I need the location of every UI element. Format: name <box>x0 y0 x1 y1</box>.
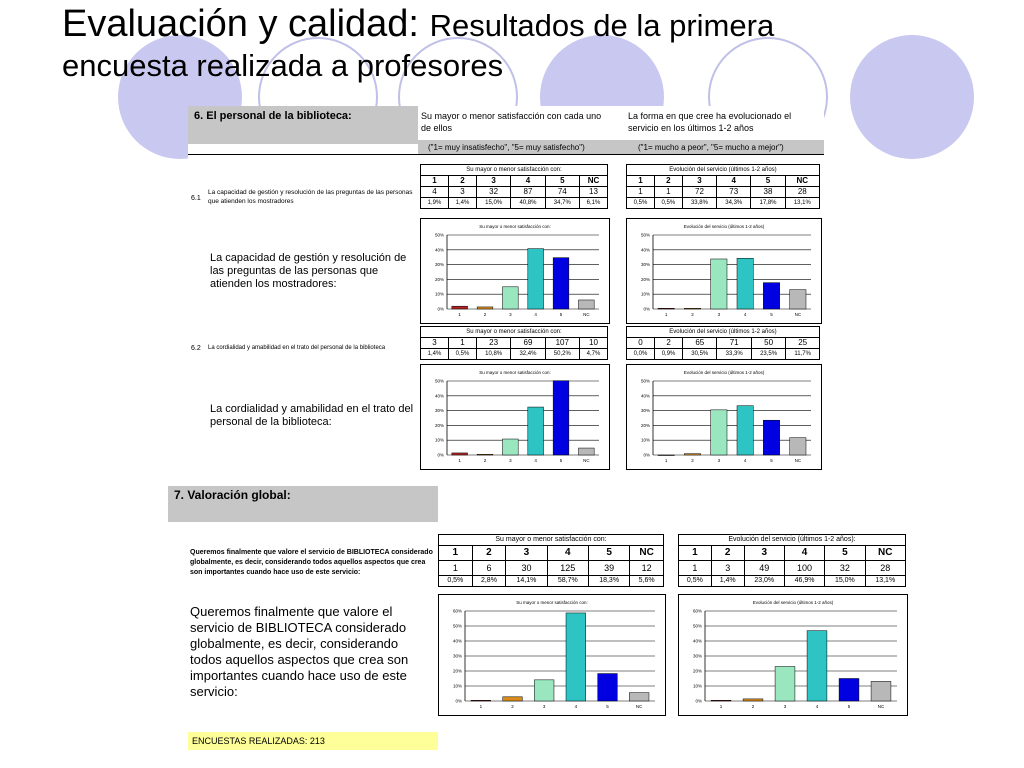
table-cell: 65 <box>683 338 717 349</box>
x-tick-label: NC <box>794 312 802 317</box>
bar-2 <box>684 454 700 455</box>
table-head: NC <box>865 546 905 561</box>
table-cell: 0,0% <box>627 349 655 360</box>
table-cell: 50,2% <box>545 349 579 360</box>
table-caption: Su mayor o menor satisfacción con: <box>439 535 664 546</box>
table-head: 4 <box>784 546 824 561</box>
evo-table-6-1 <box>626 164 820 209</box>
y-tick-label: 10% <box>434 437 444 443</box>
table-cell: 2 <box>655 338 683 349</box>
bar-2 <box>477 454 493 455</box>
table-cell: 49 <box>744 561 784 576</box>
x-tick-label: NC <box>583 312 590 317</box>
table-cell: 0,5% <box>439 576 473 587</box>
bar-3 <box>711 410 727 455</box>
bar-NC <box>790 290 806 309</box>
table-head: 2 <box>654 176 682 187</box>
table-cell: 3 <box>448 187 476 198</box>
y-tick-label: 20% <box>434 276 444 282</box>
chart-title: Su mayor o menor satisfacción con: <box>479 224 551 229</box>
table-head: 1 <box>679 546 712 561</box>
table-head: 1 <box>421 176 449 187</box>
section6-header: 6. El personal de la biblioteca: <box>194 110 352 122</box>
table-cell: 1 <box>679 561 712 576</box>
x-tick-label: 5 <box>770 312 773 317</box>
x-tick-label: NC <box>583 458 590 463</box>
x-tick-label: 2 <box>483 458 487 463</box>
chart-c61e <box>626 218 822 324</box>
table-head: NC <box>785 176 819 187</box>
table-cell: 0,9% <box>655 349 683 360</box>
chart-title: Evolución del servicio (últimos 1-2 años) <box>683 370 765 375</box>
table-cell: 0,5% <box>679 576 712 587</box>
table-cell: 1,4% <box>711 576 744 587</box>
bar-4 <box>566 613 586 701</box>
item-description: La capacidad de gestión y resolución de las preguntas de las personas que atienden los mostradores: <box>210 252 407 290</box>
table-cell: 28 <box>785 187 819 198</box>
x-tick-label: 2 <box>483 312 487 317</box>
x-tick-label: 1 <box>458 312 461 317</box>
bar-NC <box>790 438 806 455</box>
table-head: 4 <box>547 546 588 561</box>
sat-table-6-1 <box>420 164 608 209</box>
bar-3 <box>502 287 518 309</box>
table-cell: 5,6% <box>630 576 664 587</box>
col1-scale: ("1= muy insatisfecho", "5= muy satisfecho") <box>428 143 585 152</box>
table-cell: 50 <box>751 338 785 349</box>
table-head: 5 <box>825 546 865 561</box>
table-cell: 10 <box>579 338 607 349</box>
table-cell: 14,1% <box>506 576 547 587</box>
table-cell: 23,0% <box>744 576 784 587</box>
table-cell: 23,5% <box>751 349 785 360</box>
table-cell: 100 <box>784 561 824 576</box>
bar-1 <box>452 453 468 455</box>
x-tick-label: 5 <box>770 458 773 463</box>
y-tick-label: 10% <box>692 683 702 689</box>
title-sub: Resultados de la primera <box>429 8 775 43</box>
table-head: NC <box>579 176 607 187</box>
y-tick-label: 0% <box>643 306 650 312</box>
y-tick-label: 40% <box>452 638 462 644</box>
table-cell: 3 <box>421 338 449 349</box>
table-cell: 34,7% <box>545 198 579 209</box>
table-cell: 25 <box>786 338 820 349</box>
x-tick-label: 4 <box>534 458 537 463</box>
table-cell: 1,4% <box>448 198 476 209</box>
table-caption: Evolución del servicio (últimos 1-2 años) <box>627 327 820 338</box>
x-tick-label: 3 <box>509 312 512 317</box>
y-tick-label: 30% <box>692 653 702 659</box>
chart-title: Evolución del servicio (últimos 1-2 años) <box>683 224 765 229</box>
x-tick-label: 4 <box>743 458 747 463</box>
table-caption: Evolución del servicio (últimos 1-2 años): <box>679 535 906 546</box>
y-tick-label: 0% <box>643 452 650 458</box>
x-tick-label: 3 <box>717 312 721 317</box>
chart-title: Evolución del servicio (últimos 1-2 años) <box>752 600 834 605</box>
item-label: La cordialidad y amabilidad en el trato del personal de la biblioteca <box>208 345 386 351</box>
table-cell: 33,3% <box>717 349 751 360</box>
table-cell: 87 <box>511 187 545 198</box>
table-head: 3 <box>682 176 716 187</box>
table-cell: 0,5% <box>654 198 682 209</box>
col1-title: Su mayor o menor satisfacción con cada uno de ellos <box>421 111 602 133</box>
table-cell: 40,8% <box>511 198 545 209</box>
y-tick-label: 20% <box>434 422 444 428</box>
evo-table-7 <box>678 534 906 587</box>
y-tick-label: 30% <box>452 653 462 659</box>
table-cell: 39 <box>588 561 629 576</box>
table-head: 1 <box>439 546 473 561</box>
y-tick-label: 40% <box>434 393 444 399</box>
x-tick-label: NC <box>794 458 802 463</box>
bar-4 <box>528 249 544 309</box>
bar-3 <box>711 259 727 309</box>
chart-title: Su mayor o menor satisfacción con: <box>479 370 551 375</box>
bar-2 <box>684 308 700 309</box>
table-cell: 18,3% <box>588 576 629 587</box>
x-tick-label: 5 <box>559 312 563 317</box>
x-tick-label: 5 <box>847 704 851 709</box>
x-tick-label: 3 <box>717 458 721 463</box>
x-tick-label: 4 <box>743 312 747 317</box>
table-cell: 23 <box>476 338 510 349</box>
y-tick-label: 0% <box>437 306 444 312</box>
y-tick-label: 20% <box>452 668 462 674</box>
col2-scale: ("1= mucho a peor", "5= mucho a mejor") <box>638 143 784 152</box>
bar-3 <box>502 439 518 455</box>
bar-4 <box>528 407 544 455</box>
x-tick-label: 1 <box>664 458 668 463</box>
chart-c62s <box>420 364 610 470</box>
x-tick-label: 2 <box>511 704 514 709</box>
table-cell: 0 <box>627 338 655 349</box>
y-tick-label: 60% <box>692 608 702 614</box>
y-tick-label: 50% <box>434 378 444 384</box>
table-cell: 32,4% <box>511 349 545 360</box>
y-tick-label: 30% <box>434 408 444 414</box>
bar-5 <box>553 258 569 309</box>
table-cell: 125 <box>547 561 588 576</box>
table-cell: 58,7% <box>547 576 588 587</box>
table-cell: 30,5% <box>683 349 717 360</box>
table-cell: 0,5% <box>627 198 655 209</box>
slide-title <box>62 4 774 86</box>
section7-label: Queremos finalmente que valore el servicio de BIBLIOTECA considerado globalmente, es decir, considerando todos aquellos aspectos que crea son importantes cuando hace uso de este servicio: <box>190 549 433 576</box>
table-head: 3 <box>476 176 510 187</box>
table-cell: 69 <box>511 338 545 349</box>
bar-3 <box>534 680 554 701</box>
evo-table-6-2 <box>626 326 820 360</box>
bar-1 <box>711 700 731 701</box>
table-cell: 15,0% <box>825 576 865 587</box>
x-tick-label: 2 <box>691 312 694 317</box>
x-tick-label: 5 <box>606 704 609 709</box>
bar-2 <box>503 697 523 701</box>
table-head: 5 <box>751 176 785 187</box>
col2-title: La forma en que cree ha evolucionado el servicio en los últimos 1-2 años <box>628 111 792 133</box>
y-tick-label: 0% <box>695 698 702 704</box>
x-tick-label: 1 <box>664 312 668 317</box>
y-tick-label: 50% <box>640 232 650 238</box>
table-head: 2 <box>711 546 744 561</box>
bar-4 <box>807 631 827 701</box>
table-caption: Evolución del servicio (últimos 1-2 años) <box>627 165 820 176</box>
bar-2 <box>477 307 493 309</box>
y-tick-label: 20% <box>640 422 650 428</box>
bar-5 <box>763 283 779 309</box>
x-tick-label: NC <box>635 704 643 709</box>
title-line2: encuesta realizada a profesores <box>62 48 504 83</box>
x-tick-label: 4 <box>815 704 819 709</box>
table-cell: 13,1% <box>865 576 905 587</box>
table-cell: 4,7% <box>579 349 607 360</box>
chart-c7s <box>438 594 666 716</box>
table-cell: 1 <box>439 561 473 576</box>
item-number: 6.1 <box>191 195 201 202</box>
table-head: NC <box>630 546 664 561</box>
x-tick-label: 4 <box>534 312 537 317</box>
table-head: 5 <box>588 546 629 561</box>
y-tick-label: 40% <box>434 247 444 253</box>
table-cell: 6,1% <box>579 198 607 209</box>
table-cell: 1 <box>448 338 476 349</box>
y-tick-label: 30% <box>434 262 444 268</box>
section7-description: Queremos finalmente que valore el servicio de BIBLIOTECA considerado globalmente, es decir, considerando todos aquellos aspectos que crea son importantes cuando hace uso de este servicio: <box>190 604 409 699</box>
bar-NC <box>578 300 594 309</box>
bar-NC <box>629 693 649 701</box>
table-head: 3 <box>744 546 784 561</box>
bg-circle <box>850 35 974 159</box>
table-cell: 73 <box>717 187 751 198</box>
x-tick-label: 2 <box>751 704 755 709</box>
x-tick-label: 2 <box>691 458 694 463</box>
y-tick-label: 30% <box>640 262 650 268</box>
y-tick-label: 40% <box>640 247 650 253</box>
y-tick-label: 10% <box>640 437 650 443</box>
x-tick-label: 5 <box>559 458 563 463</box>
sat-table-7 <box>438 534 664 587</box>
bar-4 <box>737 406 753 455</box>
table-cell: 2,8% <box>472 576 506 587</box>
table-cell: 1 <box>654 187 682 198</box>
table-cell: 30 <box>506 561 547 576</box>
bar-NC <box>578 448 594 455</box>
section7-header: 7. Valoración global: <box>174 488 291 502</box>
table-head: 2 <box>448 176 476 187</box>
item-label: La capacidad de gestión y resolución de las preguntas de las personas que atienden los mostradores <box>208 189 413 205</box>
bar-1 <box>658 308 674 309</box>
table-cell: 1,9% <box>421 198 449 209</box>
table-cell: 28 <box>865 561 905 576</box>
title-main: Evaluación y calidad: <box>62 3 419 45</box>
table-cell: 107 <box>545 338 579 349</box>
table-cell: 13 <box>579 187 607 198</box>
table-head: 3 <box>506 546 547 561</box>
table-cell: 12 <box>630 561 664 576</box>
y-tick-label: 10% <box>434 291 444 297</box>
bar-NC <box>871 681 891 701</box>
table-cell: 32 <box>476 187 510 198</box>
table-cell: 4 <box>421 187 449 198</box>
chart-c61s <box>420 218 610 324</box>
table-cell: 1,4% <box>421 349 449 360</box>
y-tick-label: 50% <box>640 378 650 384</box>
section6-sheet <box>188 106 824 470</box>
x-tick-label: 3 <box>542 704 546 709</box>
y-tick-label: 30% <box>640 408 650 414</box>
y-tick-label: 0% <box>455 698 462 704</box>
table-cell: 6 <box>472 561 506 576</box>
table-cell: 72 <box>682 187 716 198</box>
bar-1 <box>452 306 468 309</box>
x-tick-label: NC <box>877 704 885 709</box>
x-tick-label: 1 <box>458 458 461 463</box>
table-caption: Su mayor o menor satisfacción con: <box>421 165 608 176</box>
bar-5 <box>553 381 569 455</box>
table-head: 4 <box>511 176 545 187</box>
bar-5 <box>763 420 779 455</box>
table-cell: 71 <box>717 338 751 349</box>
y-tick-label: 60% <box>452 608 462 614</box>
table-cell: 38 <box>751 187 785 198</box>
sat-table-6-2 <box>420 326 608 360</box>
table-cell: 3 <box>711 561 744 576</box>
item-number: 6.2 <box>191 345 201 352</box>
table-cell: 74 <box>545 187 579 198</box>
section7-sheet <box>168 486 908 752</box>
table-cell: 46,9% <box>784 576 824 587</box>
table-head: 5 <box>545 176 579 187</box>
x-tick-label: 4 <box>574 704 578 709</box>
total-surveys: ENCUESTAS REALIZADAS: 213 <box>192 736 325 746</box>
bar-3 <box>775 667 795 702</box>
y-tick-label: 40% <box>640 393 650 399</box>
table-caption: Su mayor o menor satisfacción con: <box>421 327 608 338</box>
chart-c7e <box>678 594 908 716</box>
y-tick-label: 10% <box>452 683 462 689</box>
x-tick-label: 1 <box>479 704 483 709</box>
chart-title: Su mayor o menor satisfacción con: <box>516 600 588 605</box>
chart-c62e <box>626 364 822 470</box>
bar-5 <box>839 679 859 702</box>
x-tick-label: 1 <box>719 704 723 709</box>
table-cell: 11,7% <box>786 349 820 360</box>
table-cell: 32 <box>825 561 865 576</box>
bar-5 <box>598 674 618 701</box>
table-cell: 15,0% <box>476 198 510 209</box>
bar-1 <box>471 700 491 701</box>
x-tick-label: 3 <box>783 704 787 709</box>
table-cell: 17,8% <box>751 198 785 209</box>
y-tick-label: 40% <box>692 638 702 644</box>
y-tick-label: 0% <box>437 452 444 458</box>
y-tick-label: 50% <box>452 623 462 629</box>
table-head: 2 <box>472 546 506 561</box>
bar-2 <box>743 699 763 701</box>
item-description: La cordialidad y amabilidad en el trato del personal de la biblioteca: <box>210 403 414 428</box>
table-head: 4 <box>717 176 751 187</box>
table-cell: 1 <box>627 187 655 198</box>
y-tick-label: 20% <box>640 276 650 282</box>
table-cell: 0,5% <box>448 349 476 360</box>
bar-1 <box>658 455 674 456</box>
table-cell: 33,8% <box>682 198 716 209</box>
y-tick-label: 50% <box>692 623 702 629</box>
y-tick-label: 50% <box>434 232 444 238</box>
table-cell: 13,1% <box>785 198 819 209</box>
y-tick-label: 10% <box>640 291 650 297</box>
y-tick-label: 20% <box>692 668 702 674</box>
x-tick-label: 3 <box>509 458 512 463</box>
divider <box>188 154 824 155</box>
table-cell: 10,8% <box>476 349 510 360</box>
table-cell: 34,3% <box>717 198 751 209</box>
bar-4 <box>737 258 753 309</box>
table-head: 1 <box>627 176 655 187</box>
